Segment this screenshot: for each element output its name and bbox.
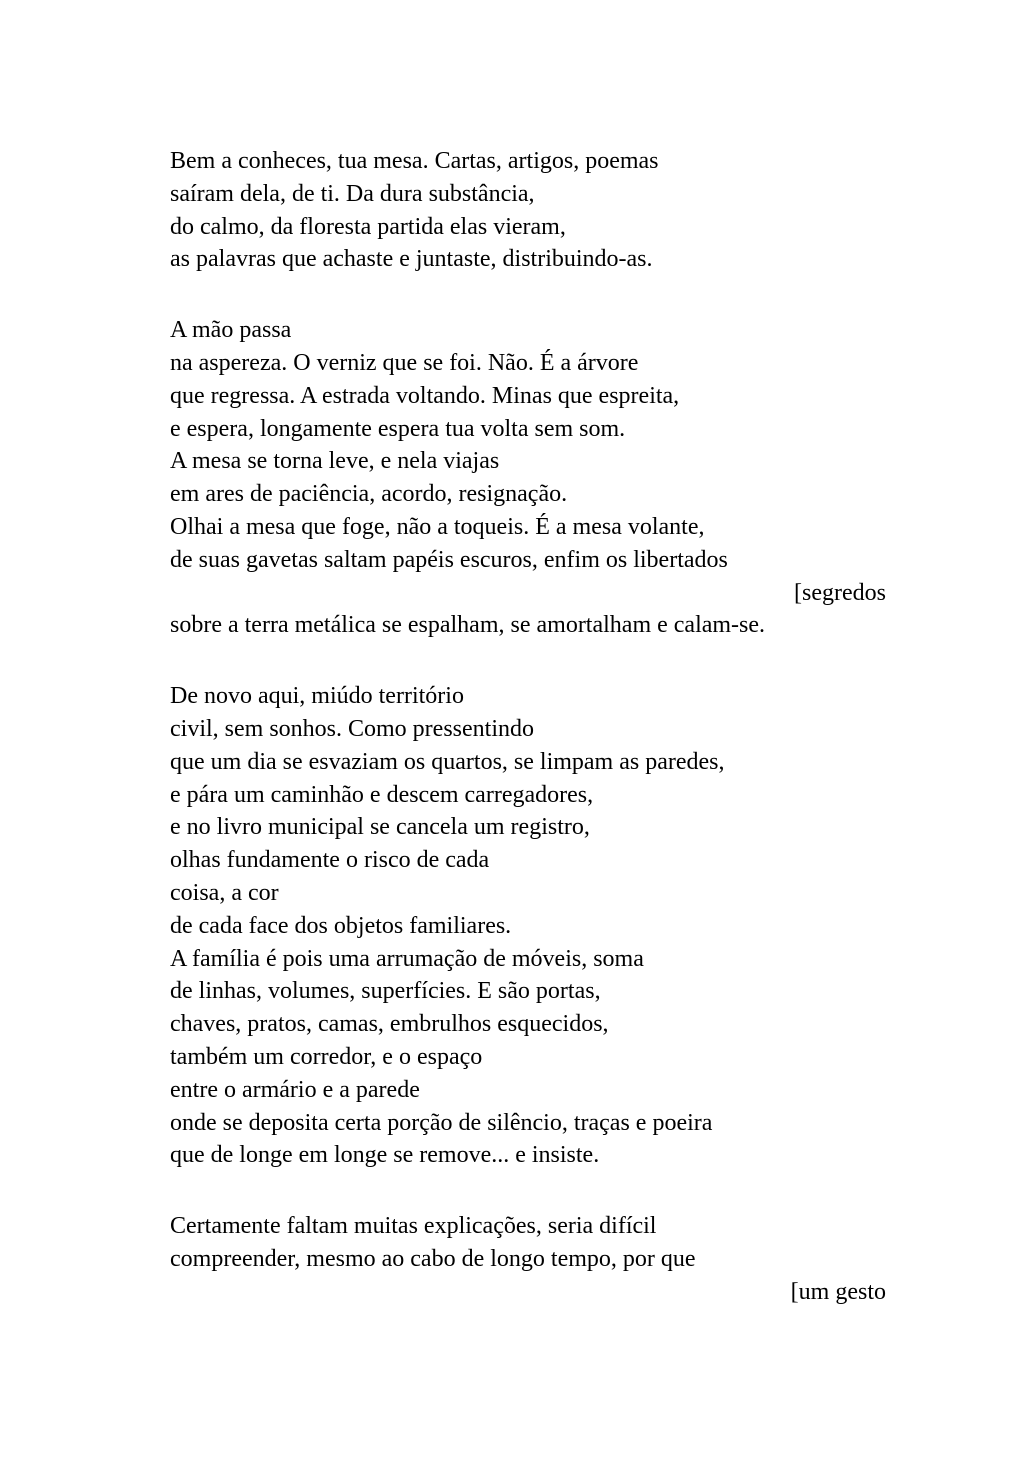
poem-line: em ares de paciência, acordo, resignação. <box>170 481 568 508</box>
poem-line-turnover: [segredos <box>794 579 886 606</box>
poem-line: entre o armário e a parede <box>170 1076 420 1103</box>
poem-line: que de longe em longe se remove... e insiste. <box>170 1142 600 1169</box>
poem-line: as palavras que achaste e juntaste, distribuindo-as. <box>170 246 653 273</box>
poem-line: na aspereza. O verniz que se foi. Não. É a árvore <box>170 349 639 376</box>
poem-line: que regressa. A estrada voltando. Minas que espreita, <box>170 382 680 409</box>
poem-line: coisa, a cor <box>170 879 279 906</box>
poem-line: Certamente faltam muitas explicações, seria difícil <box>170 1213 657 1240</box>
poem-line: e espera, longamente espera tua volta sem som. <box>170 415 626 442</box>
poem-line: e no livro municipal se cancela um registro, <box>170 814 590 841</box>
stanza-3 <box>170 680 890 1172</box>
poem-line: Olhai a mesa que foge, não a toqueis. É a mesa volante, <box>170 513 705 540</box>
poem-line: do calmo, da floresta partida elas vieram, <box>170 213 566 240</box>
poem-line: de cada face dos objetos familiares. <box>170 912 512 939</box>
poem-line: A mesa se torna leve, e nela viajas <box>170 448 500 475</box>
poem-line: chaves, pratos, camas, embrulhos esquecidos, <box>170 1011 609 1038</box>
poem-line: de suas gavetas saltam papéis escuros, enfim os libertados <box>170 546 728 573</box>
stanza-2 <box>170 314 890 642</box>
poem-line: e pára um caminhão e descem carregadores, <box>170 781 594 808</box>
poem-line: que um dia se esvaziam os quartos, se limpam as paredes, <box>170 748 725 775</box>
poem-line: também um corredor, e o espaço <box>170 1043 483 1070</box>
stanza-1 <box>170 145 890 276</box>
poem-line: A mão passa <box>170 317 292 344</box>
poem-body <box>170 145 890 1347</box>
poem-line: saíram dela, de ti. Da dura substância, <box>170 180 535 207</box>
poem-line: olhas fundamente o risco de cada <box>170 847 490 874</box>
poem-line: sobre a terra metálica se espalham, se amortalham e calam-se. <box>170 612 766 639</box>
poem-line: onde se deposita certa porção de silêncio, traças e poeira <box>170 1109 713 1136</box>
poem-line: Bem a conheces, tua mesa. Cartas, artigos, poemas <box>170 148 659 174</box>
poem-line: A família é pois uma arrumação de móveis, soma <box>170 945 644 972</box>
poem-line: de linhas, volumes, superfícies. E são portas, <box>170 978 601 1005</box>
poem-line: De novo aqui, miúdo território <box>170 683 464 710</box>
poem-line: compreender, mesmo ao cabo de longo tempo, por que <box>170 1245 696 1272</box>
poem-line-turnover: [um gesto <box>790 1278 886 1305</box>
poem-line: civil, sem sonhos. Como pressentindo <box>170 715 534 742</box>
stanza-4 <box>170 1210 890 1308</box>
